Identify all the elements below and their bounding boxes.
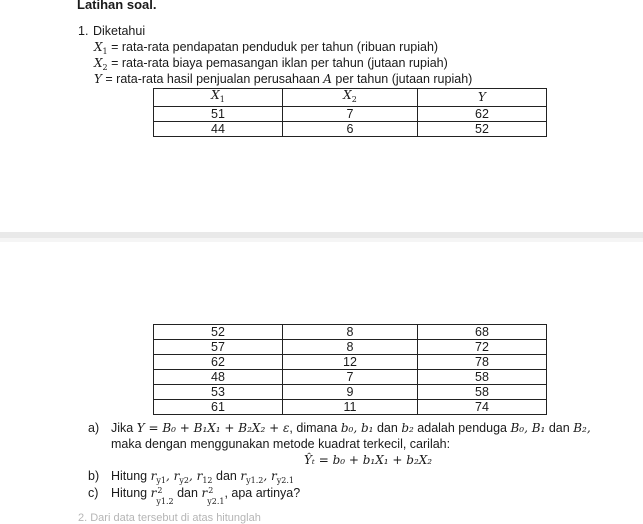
cell-x1: 48 [154,370,283,385]
table-row [154,325,547,340]
part-c-line [111,486,301,506]
table-row [154,107,547,122]
partial-correlation-terms: $r_{y1.2}$, $r_{y2.1}$ [240,469,294,485]
part-b-line [111,469,294,485]
var-x2: $X_2$ [94,56,108,72]
cell-y: 72 [418,340,547,355]
cell-x1: 61 [154,400,283,415]
regression-model: Y = B₀ + B₁X₁ + B₂X₂ + ε [136,421,290,435]
cell-x1: 44 [154,122,283,137]
cell-x1: 57 [154,340,283,355]
part-c-and: dan [177,486,198,500]
part-a-text: Jika [111,421,134,435]
data-table-top [153,88,547,137]
cell-y: 68 [418,325,547,340]
cell-x2: 12 [283,355,418,370]
table-row [154,370,547,385]
correlation-terms: $r_{y1}$, $r_{y2}$, $r_{12}$ [150,469,213,485]
cell-y: 78 [418,355,547,370]
definition-y [94,72,472,86]
table-row [154,355,547,370]
header-x2: $X_2$ [283,89,418,107]
question-intro: Diketahui [93,24,146,38]
cell-x2: 7 [283,107,418,122]
part-a-label: a) [88,421,100,435]
part-a-line1 [111,421,591,435]
company-a: A [323,72,332,86]
definition-y-text-tail: per tahun (jutaan rupiah) [331,72,473,86]
part-a-text: dan [376,421,398,435]
cell-x2: 9 [283,385,418,400]
part-c-label: c) [88,486,99,500]
cell-x2: 8 [283,340,418,355]
cell-y: 74 [418,400,547,415]
page-break-shadow [0,238,643,242]
cell-x1: 52 [154,325,283,340]
part-c-text: Hitung [111,486,148,500]
definition-y-text: = rata-rata hasil penjualan perusahaan [105,72,324,86]
cell-y: 58 [418,385,547,400]
var-y: Y [94,72,102,86]
definition-x2-text: = rata-rata biaya pemasangan iklan per tahun (jutaan rupiah) [111,56,448,70]
part-a-line2: maka dengan menggunakan metode kuadrat terkecil, carilah: [111,437,451,451]
part-b-and: dan [216,469,237,483]
cell-y: 52 [418,122,547,137]
table-row [154,122,547,137]
r-squared-y1-2: r 2 y1.2 [150,486,174,506]
var-x1: $X_1$ [94,40,108,56]
part-a-text: , dimana [289,421,338,435]
cell-x2: 7 [283,370,418,385]
part-b-text: Hitung [111,469,148,483]
header-x1: $X_1$ [154,89,283,107]
estimators: b₀, b₁ [340,421,374,435]
page-title: Latihan soal. [77,0,157,12]
definition-x1 [94,40,438,56]
cell-x1: 62 [154,355,283,370]
estimator-b2: b₂ [401,421,414,435]
header-y: Y [418,89,547,107]
cell-y: 58 [418,370,547,385]
table-row [154,385,547,400]
table-row [154,340,547,355]
part-a-text: dan [548,421,570,435]
cell-x1: 51 [154,107,283,122]
part-b-label: b) [88,469,100,483]
fitted-equation: Ŷₜ = b₀ + b₁X₁ + b₂X₂ [304,453,433,467]
parameters: B₀, B₁ [510,421,546,435]
part-c-tail: , apa artinya? [224,486,301,500]
definition-x1-text: = rata-rata pendapatan penduduk per tahun (ribuan rupiah) [111,40,439,54]
r-squared-y2-1: r 2 y2.1 [201,486,225,506]
part-a-text: adalah penduga [417,421,507,435]
definition-x2 [94,56,448,72]
parameter-B2: B₂, [573,421,591,435]
cell-x2: 6 [283,122,418,137]
cell-x2: 8 [283,325,418,340]
data-table-bottom [153,324,547,415]
cell-y: 62 [418,107,547,122]
cell-x1: 53 [154,385,283,400]
table-row [154,400,547,415]
cell-x2: 11 [283,400,418,415]
next-question-faint: 2. Dari data tersebut di atas hitunglah [78,512,261,524]
question-number: 1. [78,24,89,38]
table-header-row [154,89,547,107]
